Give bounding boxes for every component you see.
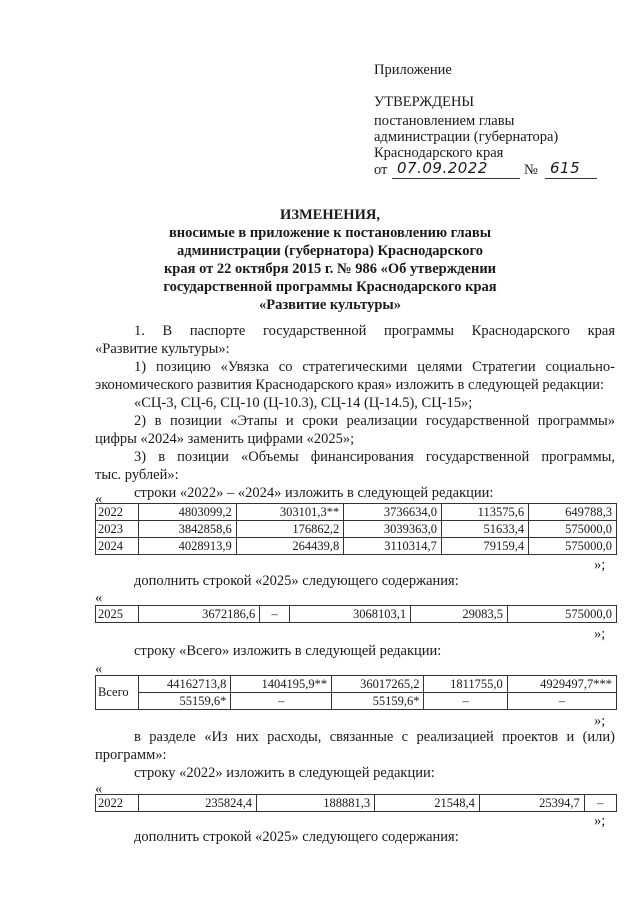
table-row xyxy=(96,795,617,812)
table-cell: 4929497,7*** xyxy=(507,676,616,693)
para-1a: 1. В паспорте государственной программы Краснодарского края xyxy=(134,323,615,339)
total-label: Всего xyxy=(96,676,139,710)
year-cell: 2022 xyxy=(96,795,139,812)
table-cell: 4803099,2 xyxy=(139,504,237,521)
financing-table-total xyxy=(95,675,617,710)
table-cell: 264439,8 xyxy=(236,538,344,555)
para-9a: в разделе «Из них расходы, связанные с реализацией проектов и (или) xyxy=(134,729,615,745)
para-9b: программ»: xyxy=(95,747,167,763)
para-5b: тыс. рублей»: xyxy=(95,467,179,483)
para-7: дополнить строкой «2025» следующего содержания: xyxy=(134,573,459,589)
approved-label: УТВЕРЖДЕНЫ xyxy=(374,94,475,110)
table-cell: 44162713,8 xyxy=(139,676,231,693)
date-underline xyxy=(392,178,520,179)
table-cell: 25394,7 xyxy=(479,795,584,812)
table-cell: 575000,0 xyxy=(529,521,617,538)
table-cell: 1404195,9** xyxy=(231,676,332,693)
table-cell: 188881,3 xyxy=(257,795,375,812)
year-cell: 2023 xyxy=(96,521,139,538)
table-cell: 21548,4 xyxy=(375,795,480,812)
para-10: строку «2022» изложить в следующей редакции: xyxy=(134,765,435,781)
table-cell: 29083,5 xyxy=(411,606,508,623)
para-4a: 2) в позиции «Этапы и сроки реализации государственной программы» xyxy=(134,413,615,429)
close-quote-1: »; xyxy=(594,557,606,573)
doc-title: ИЗМЕНЕНИЯ, xyxy=(280,207,380,223)
table-cell: – xyxy=(584,795,616,812)
para-1b: «Развитие культуры»: xyxy=(95,341,230,357)
table-cell: 3068103,1 xyxy=(289,606,410,623)
table-cell: – xyxy=(231,693,332,710)
open-quote-4: « xyxy=(95,781,103,797)
number-underline xyxy=(545,178,597,179)
approval-number: 615 xyxy=(550,159,581,177)
open-quote-3: « xyxy=(95,661,103,677)
heading-line-1: вносимые в приложение к постановлению главы xyxy=(168,225,492,241)
table-cell: 36017265,2 xyxy=(332,676,424,693)
financing-table-2022-2024 xyxy=(95,503,617,555)
year-cell: 2024 xyxy=(96,538,139,555)
table-row xyxy=(96,504,617,521)
table-cell: 55159,6* xyxy=(332,693,424,710)
open-quote-2: « xyxy=(95,590,103,606)
table-cell: 575000,0 xyxy=(529,538,617,555)
appendix-label: Приложение xyxy=(374,62,452,78)
year-cell: 2025 xyxy=(96,606,139,623)
table-row xyxy=(96,693,617,710)
heading-line-4: государственной программы Краснодарского края xyxy=(163,279,497,295)
para-3: «СЦ-3, СЦ-6, СЦ-10 (Ц-10.3), СЦ-14 (Ц-14.5), СЦ-15»; xyxy=(134,395,473,411)
table-cell: 51633,4 xyxy=(441,521,528,538)
table-cell: 303101,3** xyxy=(236,504,344,521)
para-6: строки «2022» – «2024» изложить в следующей редакции: xyxy=(134,485,494,501)
heading-line-5: «Развитие культуры» xyxy=(258,297,401,313)
approval-line-3: Краснодарского края xyxy=(374,145,504,161)
approval-line-2: администрации (губернатора) xyxy=(374,129,559,145)
heading-line-3: края от 22 октября 2015 г. № 986 «Об утверждении xyxy=(163,261,497,277)
para-2a: 1) позицию «Увязка со стратегическими целями Стратегии социально- xyxy=(134,359,615,375)
table-cell: 235824,4 xyxy=(139,795,257,812)
projects-table-2022 xyxy=(95,794,617,812)
table-cell: – xyxy=(260,606,290,623)
table-cell: 4028913,9 xyxy=(139,538,237,555)
para-11: дополнить строкой «2025» следующего содержания: xyxy=(134,829,459,845)
table-cell: 55159,6* xyxy=(139,693,231,710)
table-cell: 575000,0 xyxy=(507,606,616,623)
table-cell: 3672186,6 xyxy=(139,606,260,623)
table-cell: 113575,6 xyxy=(441,504,528,521)
approval-line-1: постановлением главы xyxy=(374,113,515,129)
close-quote-2: »; xyxy=(594,626,606,642)
table-cell: 3842858,6 xyxy=(139,521,237,538)
para-5a: 3) в позиции «Объемы финансирования государственной программы, xyxy=(134,449,615,465)
table-row xyxy=(96,538,617,555)
heading-line-2: администрации (губернатора) Краснодарского xyxy=(177,243,483,259)
table-cell: 3110314,7 xyxy=(344,538,442,555)
financing-table-2025 xyxy=(95,605,617,623)
table-cell: 649788,3 xyxy=(529,504,617,521)
close-quote-4: »; xyxy=(594,813,606,829)
table-cell: – xyxy=(424,693,507,710)
table-cell: 3736634,0 xyxy=(344,504,442,521)
year-cell: 2022 xyxy=(96,504,139,521)
date-prefix: от xyxy=(374,162,388,178)
number-prefix: № xyxy=(524,162,538,178)
table-row xyxy=(96,676,617,693)
table-cell: 176862,2 xyxy=(236,521,344,538)
para-4b: цифры «2024» заменить цифрами «2025»; xyxy=(95,431,355,447)
table-cell: 79159,4 xyxy=(441,538,528,555)
para-8: строку «Всего» изложить в следующей редакции: xyxy=(134,643,442,659)
table-cell: 3039363,0 xyxy=(344,521,442,538)
table-cell: – xyxy=(507,693,616,710)
table-row xyxy=(96,521,617,538)
para-2b: экономического развития Краснодарского края» изложить в следующей редакции: xyxy=(95,377,605,393)
approval-date: 07.09.2022 xyxy=(397,159,488,177)
table-cell: 1811755,0 xyxy=(424,676,507,693)
close-quote-3: »; xyxy=(594,713,606,729)
table-row xyxy=(96,606,617,623)
open-quote-1: « xyxy=(95,491,103,507)
